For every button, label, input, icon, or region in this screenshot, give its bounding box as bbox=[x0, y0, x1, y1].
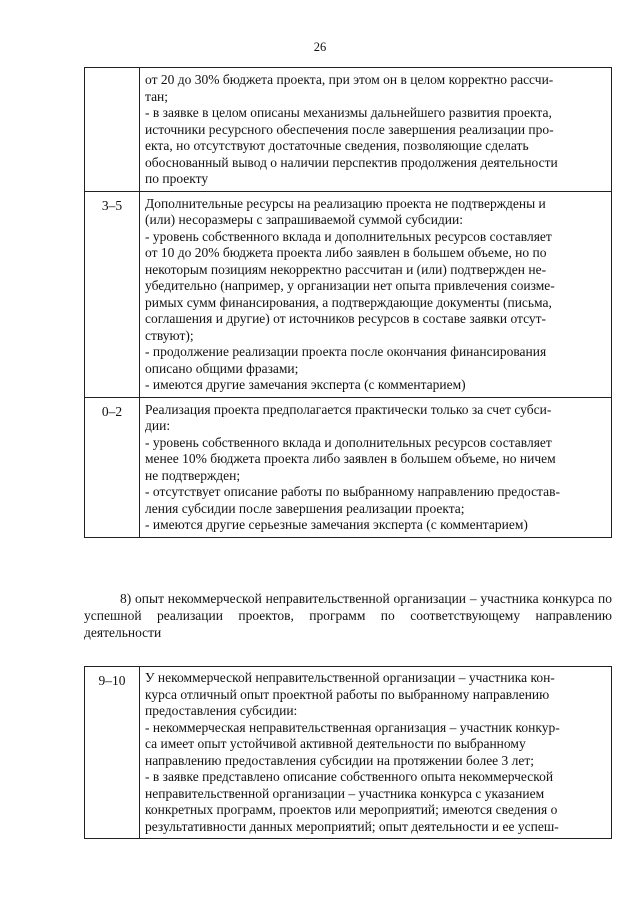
text-line: от 10 до 20% бюджета проекта либо заявлен в большем объеме, но по bbox=[145, 245, 547, 260]
description-cell bbox=[140, 667, 612, 839]
text-line: - имеются другие серьезные замечания эксперта (с комментарием) bbox=[145, 517, 528, 532]
criteria-table-top bbox=[84, 67, 612, 538]
text-line: предоставления субсидии: bbox=[145, 703, 298, 718]
score-cell: 0–2 bbox=[85, 397, 140, 537]
text-line: неправительственной организации – участника конкурса с указанием bbox=[145, 785, 545, 801]
text-line: Дополнительные ресурсы на реализацию проекта не подтверждены и bbox=[145, 195, 546, 211]
text-line: - отсутствует описание работы по выбранному направлению предостав- bbox=[145, 484, 560, 499]
text-line: соглашения и другие) от источников ресурсов в составе заявки отсут- bbox=[145, 311, 547, 326]
text-line: са имеет опыт устойчивой активной деятельности по выбранному bbox=[145, 736, 526, 751]
text-line: (или) несоразмеры с запрашиваемой суммой субсидии: bbox=[145, 212, 463, 227]
text-line: конкретных программ, проектов или мероприятий; имеются сведения о bbox=[145, 802, 558, 817]
description-cell bbox=[140, 68, 612, 192]
table-row bbox=[85, 68, 612, 192]
score-cell: 3–5 bbox=[85, 191, 140, 397]
text-line: дии: bbox=[145, 418, 171, 433]
text-line: курса отличный опыт проектной работы по выбранному направлению bbox=[145, 686, 550, 702]
text-line: Реализация проекта предполагается практически только за счет субси- bbox=[145, 401, 552, 417]
text-line: источники ресурсного обеспечения после завершения реализации про- bbox=[145, 121, 554, 137]
text-line: описано общими фразами; bbox=[145, 360, 299, 376]
text-line: менее 10% бюджета проекта либо заявлен в большем объеме, но ничем bbox=[145, 451, 556, 466]
text-line: некоторым позициям некорректно рассчитан и (или) подтвержден не- bbox=[145, 261, 547, 277]
text-line: не подтвержден; bbox=[145, 467, 241, 483]
description-cell bbox=[140, 397, 612, 537]
text-line: - уровень собственного вклада и дополнительных ресурсов составляет bbox=[145, 228, 552, 244]
text-line: ления субсидии после завершения реализации проекта; bbox=[145, 500, 465, 516]
description-cell bbox=[140, 191, 612, 397]
text-line: римых сумм финансирования, а подтверждающие документы (письма, bbox=[145, 294, 552, 310]
text-line: екта, но отсутствуют достаточные сведения, позволяющие сделать bbox=[145, 138, 529, 153]
text-line: тан; bbox=[145, 88, 169, 104]
text-line: от 20 до 30% бюджета проекта, при этом он в целом корректно рассчи- bbox=[145, 72, 554, 87]
text-line: убедительно (например, у организации нет опыта привлечения соизме- bbox=[145, 278, 555, 293]
criterion-8-paragraph: 8) опыт некоммерческой неправительственной организации – участника конкурса по успешной реализации проектов, программ по соответствующему направлению деятельности bbox=[84, 591, 612, 640]
text-line: - некоммерческая неправительственная организация – участник конкур- bbox=[145, 719, 560, 735]
text-line: по проекту bbox=[145, 171, 209, 186]
text-line: ствуют); bbox=[145, 327, 194, 343]
text-line: - уровень собственного вклада и дополнительных ресурсов составляет bbox=[145, 434, 552, 450]
text-line: - в заявке в целом описаны механизмы дальнейшего развития проекта, bbox=[145, 105, 552, 120]
score-cell: 9–10 bbox=[85, 667, 140, 839]
text-line: обоснованный вывод о наличии перспектив продолжения деятельности bbox=[145, 154, 558, 170]
text-line: - продолжение реализации проекта после окончания финансирования bbox=[145, 344, 547, 359]
score-cell bbox=[85, 68, 140, 192]
text-line: направлению предоставления субсидии на протяжении более 3 лет; bbox=[145, 752, 535, 768]
table-row bbox=[85, 191, 612, 397]
table-row bbox=[85, 397, 612, 537]
text-line: - имеются другие замечания эксперта (с комментарием) bbox=[145, 377, 466, 392]
table-row bbox=[85, 667, 612, 839]
criteria-table-bottom bbox=[84, 666, 612, 839]
text-line: У некоммерческой неправительственной организации – участника кон- bbox=[145, 670, 555, 685]
text-line: результативности данных мероприятий; опыт деятельности и ее успеш- bbox=[145, 818, 559, 834]
page-number: 26 bbox=[313, 40, 327, 54]
text-line: - в заявке представлено описание собственного опыта некоммерческой bbox=[145, 769, 554, 784]
